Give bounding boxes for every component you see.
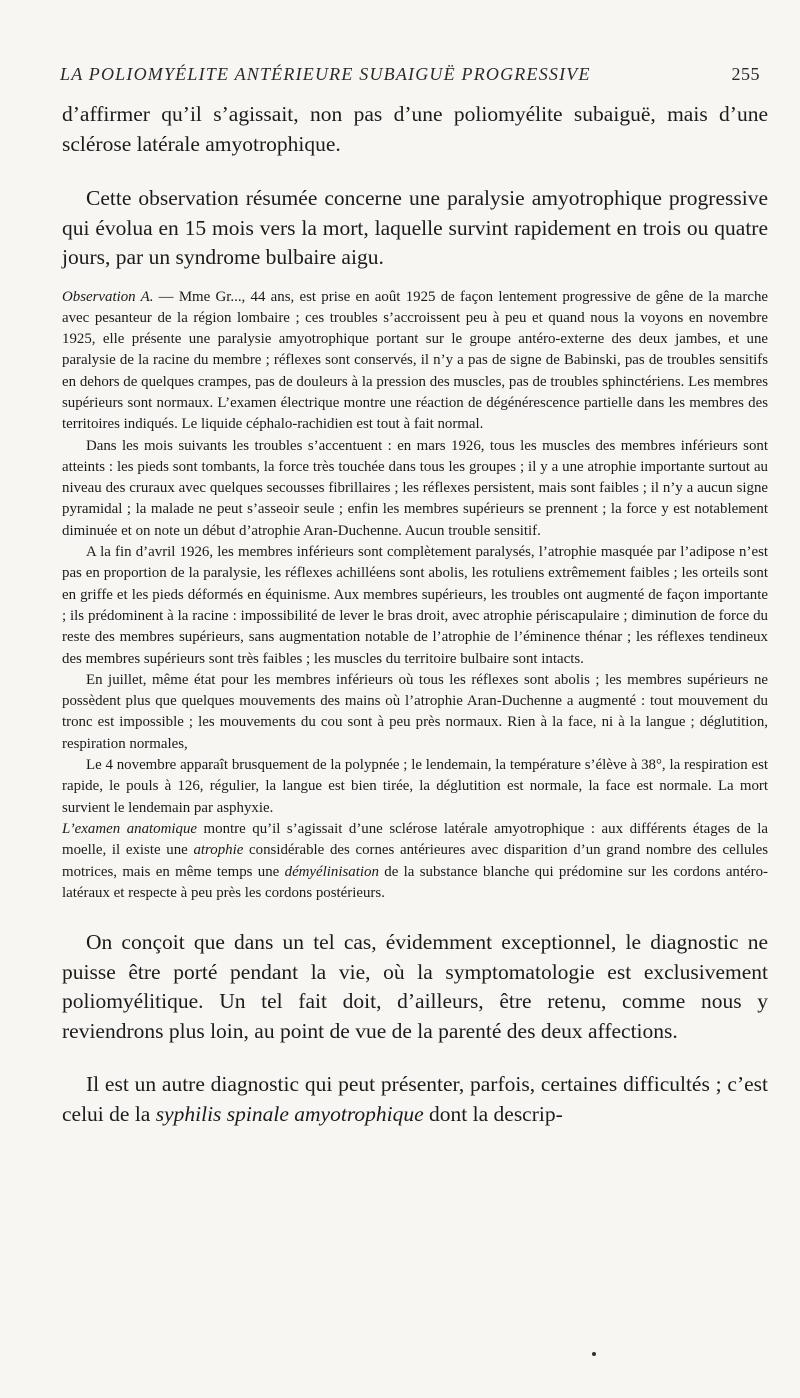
paragraph-observation-summary: Cette observation résumée concerne une paralysie amyotrophique progressive qui évolua en 15 mois vers la mort, laquelle survint rapidement en trois ou quatre jours, par un syndrome bulbaire aigu. (62, 186, 768, 269)
observation-text-1: — Mme Gr..., 44 ans, est prise en août 1925 de façon lentement progressive de gêne de la marche avec pesanteur de la région lombaire ; ces troubles s’accroissent peu à peu et quand nous la voyons en novembre 1925, elle présente une paralysie amyotrophique portant sur le groupe antéro-externe des deux jambes, et une paralysie de la racine du membre ; réflexes sont conservés, il n’y a pas de signe de Babinski, pas de troubles sensitifs en dehors de quelques crampes, pas de douleurs à la pression des muscles, pas de troubles sphinctériens. Les membres supérieurs sont normaux. L’examen électrique montre une réaction de dégénérescence partielle dans les membres des territoires indiqués. Le liquide céphalo-rachidien est tout à fait normal. (62, 288, 768, 433)
emphasis-atrophie: atrophie (193, 842, 244, 859)
paragraph-diagnosis: On conçoit que dans un tel cas, évidemment exceptionnel, le diagnostic ne puisse être porté pendant la vie, où la symptomatologie est exclusivement poliomyélitique. Un tel fait doit, d’ailleurs, être retenu, comme nous y reviendrons plus loin, au point de vue de la parenté des deux affections. (62, 930, 768, 1043)
emphasis-syphilis: syphilis spinale amyotrophique (155, 1101, 424, 1126)
observation-paragraph-2: Dans les mois suivants les troubles s’accentuent : en mars 1926, tous les muscles des membres inférieurs sont atteints : les pieds sont tombants, la force très touchée dans tous les groupes ; il y a une atrophie importante surtout au niveau des cruraux avec quelques secousses fibrillaires ; les réflexes persistent, mais sont faibles ; il n’y a aucun signe pyramidal ; la malade ne peut s’asseoir seule ; enfin les membres supérieurs se prennent ; la force y est notablement diminuée et on note un début d’atrophie Aran-Duchenne. Aucun trouble sensitif. (62, 437, 768, 539)
page-body (62, 100, 768, 1129)
anatomical-exam-label: L’examen anatomique (62, 820, 198, 837)
paragraph-continuation: d’affirmer qu’il s’agissait, non pas d’une poliomyélite subaiguë, mais d’une sclérose latérale amyotrophique. (62, 102, 768, 156)
print-speck (592, 1352, 596, 1356)
paragraph-syphilis: Il est un autre diagnostic qui peut présenter, parfois, certaines difficultés ; c’est celui de la syphilis spinale amyotrophique dont la descrip- (62, 1072, 768, 1126)
page-number: 255 (731, 64, 760, 84)
running-title: LA POLIOMYÉLITE ANTÉRIEURE SUBAIGUË PROGRESSIVE (60, 64, 591, 84)
emphasis-demyelinisation: démyélinisation (284, 863, 379, 880)
observation-paragraph-3: A la fin d’avril 1926, les membres inférieurs sont complètement paralysés, l’atrophie masquée par l’adipose n’est pas en proportion de la paralysie, les réflexes achilléens sont abolis, les rotuliens extrêmement faibles ; les orteils sont en griffe et les pieds déformés en équinisme. Aux membres supérieurs, les troubles ont augmenté de façon importante ; ils prédominent à la racine : impossibilité de lever le bras droit, avec atrophie périscapulaire ; diminution de force du reste des membres supérieurs, sans augmentation notable de l’atrophie de l’éminence thénar ; les réflexes tendineux des membres supérieurs sont très faibles ; les muscles du territoire bulbaire sont intacts. (62, 544, 768, 667)
observation-paragraph-1 (62, 287, 768, 436)
observation-heading: Observation A. (62, 288, 154, 305)
observation-paragraph-6: L’examen anatomique montre qu’il s’agissait d’une sclérose latérale amyotrophique : aux différents étages de la moelle, il existe une atrophie considérable des cornes antérieures avec disparition d’un grand nombre des cellules motrices, mais en même temps une démyélinisation de la substance blanche qui prédomine sur les cordons antéro-latéraux et respecte à peu près les cordons postérieurs. (62, 820, 768, 901)
running-header (60, 64, 760, 85)
observation-paragraph-5: Le 4 novembre apparaît brusquement de la polypnée ; le lendemain, la température s’élève à 38°, la respiration est rapide, le pouls à 126, régulier, la langue est bien tirée, la déglutition est normale, la face est normale. La mort survient le lendemain par asphyxie. (62, 757, 768, 816)
observation-paragraph-4: En juillet, même état pour les membres inférieurs où tous les réflexes sont abolis ; les membres supérieurs ne possèdent plus que quelques mouvements des mains où l’atrophie Aran-Duchenne a augmenté : tout mouvement du tronc est impossible ; les mouvements du cou sont à peu près normaux. Rien à la face, ni à la langue ; déglutition, respiration normales, (62, 671, 768, 752)
